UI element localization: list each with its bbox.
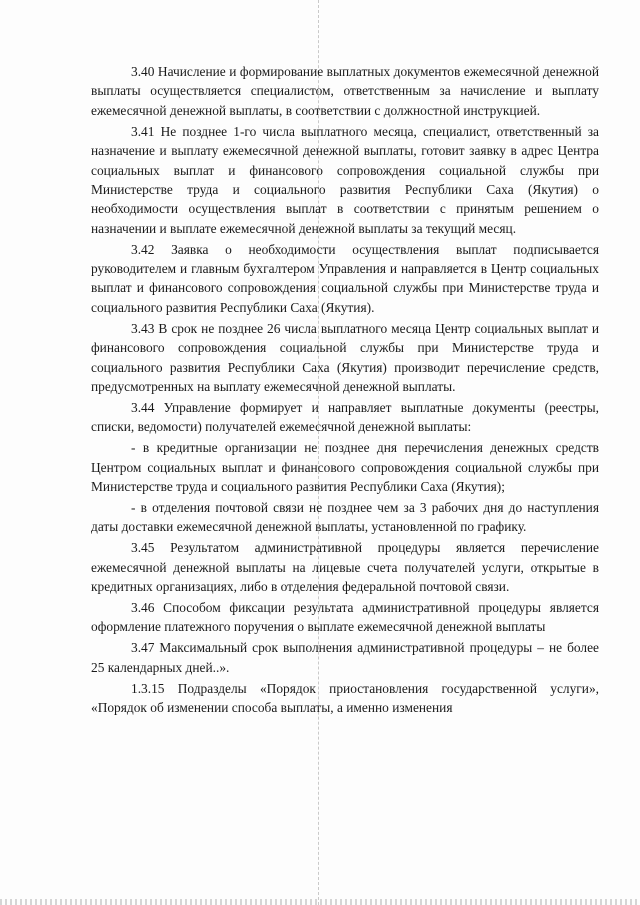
paragraph-3-44: 3.44 Управление формирует и направляет выплатные документы (реестры, списки, ведомости) получателей ежемесячной денежной выплаты:	[91, 399, 599, 435]
paragraph-3-41: 3.41 Не позднее 1-го числа выплатного месяца, специалист, ответственный за назначение и выплату ежемесячной денежной выплаты, готовит заявку в адрес Центра социальных выплат и финансового сопровождения социальной службы при Министерстве труда и социального развития Республики Саха (Якутия) о необходимости осуществления выплат в соответствии с принятым решением о назначении и выплате ежемесячной денежной выплаты за текущий месяц.	[91, 123, 599, 236]
document-body	[91, 62, 599, 719]
paragraph-3-47: 3.47 Максимальный срок выполнения административной процедуры – не более 25 календарных дней..».	[91, 640, 599, 675]
paragraph-3-42: 3.42 Заявка о необходимости осуществления выплат подписывается руководителем и главным бухгалтером Управления и направляется в Центр социальных выплат и финансового сопровождения социальной службы при Министерстве труда и социального развития Республики Саха (Якутия).	[91, 241, 599, 315]
scan-bottom-edge	[0, 899, 640, 905]
paragraph-3-45: 3.45 Результатом административной процедуры является перечисление ежемесячной денежной выплаты на лицевые счета получателей услуги, открытые в кредитных организациях, либо в отделения федеральной почтовой связи.	[91, 540, 599, 595]
paragraph-3-40: 3.40 Начисление и формирование выплатных документов ежемесячной денежной выплаты осуществляется специалистом, ответственным за начисление и выплату ежемесячной денежной выплаты, в соответствии с должностной инструкцией.	[91, 64, 599, 118]
list-item-credit-organizations: - в кредитные организации не позднее дня перечисления денежных средств Центром социальных выплат и финансового сопровождения социальной службы при Министерстве труда и социального развития Республики Саха (Якутия);	[91, 440, 599, 495]
paragraph-3-46: 3.46 Способом фиксации результата административной процедуры является оформление платежного поручения о выплате ежемесячной денежной выплаты	[91, 599, 599, 635]
paragraph-1-3-15: 1.3.15 Подразделы «Порядок приостановления государственной услуги», «Порядок об изменении способа выплаты, а именно изменения	[91, 680, 599, 715]
paragraph-3-43: 3.43 В срок не позднее 26 числа выплатного месяца Центр социальных выплат и финансового сопровождения социальной службы при Министерстве труда и социального развития Республики Саха (Якутия) производит перечисление средств, предусмотренных на выплату ежемесячной денежной выплаты.	[91, 320, 599, 394]
list-item-post-offices: - в отделения почтовой связи не позднее чем за 3 рабочих дня до наступления даты доставки ежемесячной денежной выплаты, установленной по графику.	[91, 499, 599, 535]
